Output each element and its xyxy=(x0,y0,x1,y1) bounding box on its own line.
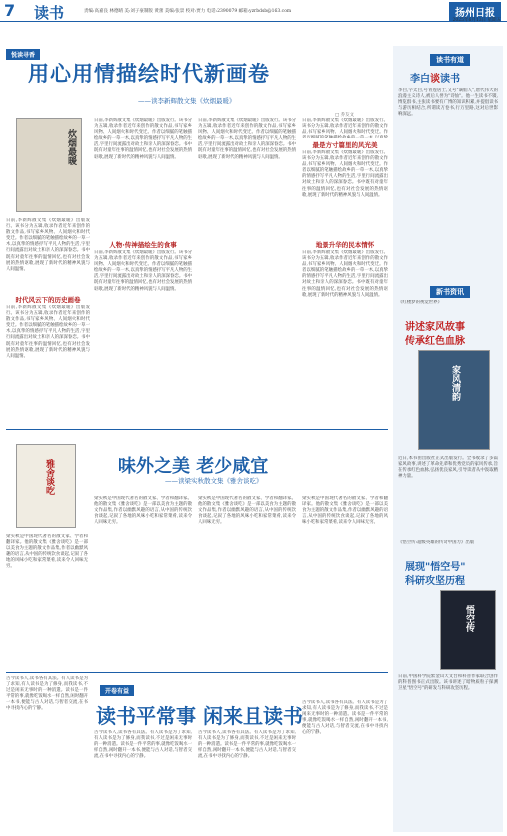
right-book-title-3: 悟空传 xyxy=(464,605,474,632)
book-cover-title: 炊烟最暖 xyxy=(66,129,76,165)
right-text-1: 李白,字太白,号青莲居士,又号"谪仙人",唐代伟大的浪漫主义诗人,被后人誉为"诗仙"。他一生读书不辍,博览群书,主张读书要有广博的知识积累,并提倡读书与游历相结合,所谓读万卷书,行万里路,这对后世影响深远。 xyxy=(398,88,498,118)
right-title-3b: 科研攻坚历程 xyxy=(405,576,465,587)
main-author: □ 乔友文 xyxy=(335,113,355,118)
right-title-3a: 展现"悟空号" xyxy=(405,562,466,573)
section-name: 读书 xyxy=(34,4,65,22)
main-col-4b: 日前,李新辉散文集《炊烟最暖》出版发行。该书分为五辑,收录作者近年来创作的散文作品,书写家乡风物、人间烟火和时代变迁。作者以细腻的笔触描绘故乡的一草一木,以真挚的情感抒写平凡人物的生活,字里行间流露出对故土和亲人的深深眷恋。书中既有对童年往事的温情回忆,也有对社会发展的热情讴歌,展现了新时代的精神风貌与人间温情。 xyxy=(302,150,388,198)
right-book-cover-2 xyxy=(418,350,490,450)
main-tag: 悦读寻香 xyxy=(6,42,40,61)
second-book-title: 雅舍谈吃 xyxy=(44,459,54,495)
main-col-4c: 日前,李新辉散文集《炊烟最暖》出版发行。该书分为五辑,收录作者近年来创作的散文作品,书写家乡风物、人间烟火和时代变迁。作者以细腻的笔触描绘故乡的一草一木,以真挚的情感抒写平凡人物的生活,字里行间流露出对故土和亲人的深深眷恋。书中既有对童年往事的温情回忆,也有对社会发展的热情讴歌,展现了新时代的精神风貌与人间温情。 xyxy=(302,250,388,298)
bottom-title: 读书平常事 闲来且读书 xyxy=(96,704,303,728)
main-col-4: 日前,李新辉散文集《炊烟最暖》出版发行。该书分为五辑,收录作者近年来创作的散文作品,书写家乡风物、人间烟火和时代变迁。作 xyxy=(302,118,388,136)
right-title-2b: 传承红色血脉 xyxy=(405,336,465,347)
bottom-col-1: 古今读书人,读书各有其法。有人读书是为了求知,有人读书是为了修身,而我读书,不过是闲来无事时的一种消遣。读书是一件平常的事,就像吃饭喝水一样自然,闲时翻开一本书,便能与古人对话,与智者交流,在书中寻找内心的宁静。 xyxy=(6,676,88,712)
main-col-2b: 日前,李新辉散文集《炊烟最暖》出版发行。该书分为五辑,收录作者近年来创作的散文作品,书写家乡风物、人间烟火和时代变迁。作者以细腻的笔触描绘故乡的一草一木,以真挚的情感抒写平凡人物的生活,字里行间流露出对故土和亲人的深深眷恋。书中既有对童年往事的温情回忆,也有对社会发展的热情讴歌,展现了新时代的精神风貌与人间温情。 xyxy=(94,250,192,292)
editor-info: 责编:高嘉良 林德晴 美:刘子豪制版 黄蕾 美编:张景 校对:贾力 电话:2390079 邮箱:yzrbdsb@163.com xyxy=(84,9,292,14)
right-tag-1: 读书有道 xyxy=(430,54,470,66)
main-col-1: 日前,李新辉散文集《炊烟最暖》出版发行。该书分为五辑,收录作者近年来创作的散文作品,书写家乡风物、人间烟火和时代变迁。作者以细腻的笔触描绘故乡的一草一木,以真挚的情感抒写平凡人物的生活,字里行间流露出对故土和亲人的深深眷恋。书中既有对童年往事的温情回忆,也有对社会发展的热情讴歌,展现了新时代的精神风貌与人间温情。 xyxy=(6,218,90,272)
second-book-cover xyxy=(16,444,76,528)
bottom-tag: 开卷有益 xyxy=(100,678,134,697)
right-title-2a: 讲述家风故事 xyxy=(405,322,465,333)
main-section-3: 最是方寸篇里的风光美 xyxy=(312,141,378,149)
divider-1 xyxy=(6,429,388,430)
page-number: 7 xyxy=(4,1,16,20)
right-book-cover-3 xyxy=(440,590,496,670)
second-title: 味外之美 老少咸宜 xyxy=(118,456,269,477)
right-book-title-2: 家风清韵 xyxy=(450,365,460,401)
right-title-1: 李白谈读书 xyxy=(410,74,460,85)
divider-2 xyxy=(6,672,388,673)
bottom-col-4: 古今读书人,读书各有其法。有人读书是为了求知,有人读书是为了修身,而我读书,不过是闲来无事时的一种消遣。读书是一件平常的事,就像吃饭喝水一样自然,闲时翻开一本书,便能与古人对话,与智者交流,在书中寻找内心的宁静。 xyxy=(302,700,388,736)
main-title: 用心用情描绘时代新画卷 xyxy=(28,61,270,86)
right-text-3: 日前,中国科学院紫金山天文台和科普作家联合创作的科普图书正式出版。该书讲述了暗物质粒子探测卫星"悟空号"的研发与科研攻坚历程。 xyxy=(398,674,498,692)
page-header xyxy=(0,0,507,22)
second-col-1: 梁实秋是中国现代著名的散文家、学者和翻译家。他的散文集《雅舍谈吃》是一部以美食为主题的散文作品集,作者以幽默风趣的语言,从中国的传统饮食谈起,记叙了各地的风味小吃和家常菜肴,读来令人回味无穷。 xyxy=(6,534,88,570)
right-text-2: 近日,本书由出版社正式出版发行。全书收录了多篇家风故事,讲述了革命先辈和优秀党员的家风传承,旨在传承红色血脉,弘扬优良家风,引导读者从中汲取精神力量。 xyxy=(398,456,498,480)
issue-date: 2025年6月13日 星期五 xyxy=(452,18,501,23)
bottom-col-2: 古今读书人,读书各有其法。有人读书是为了求知,有人读书是为了修身,而我读书,不过是闲来无事时的一种消遣。读书是一件平常的事,就像吃饭喝水一样自然,闲时翻开一本书,便能与古人对话,与智者交流,在书中寻找内心的宁静。 xyxy=(94,730,192,760)
main-section-4: 地景升华的民本情怀 xyxy=(315,241,375,249)
bottom-col-3: 古今读书人,读书各有其法。有人读书是为了求知,有人读书是为了修身,而我读书,不过是闲来无事时的一种消遣。读书是一件平常的事,就像吃饭喝水一样自然,闲时翻开一本书,便能与古人对话,与智者交流,在书中寻找内心的宁静。 xyxy=(198,730,296,760)
second-col-2: 梁实秋是中国现代著名的散文家、学者和翻译家。他的散文集《雅舍谈吃》是一部以美食为主题的散文作品集,作者以幽默风趣的语言,从中国的传统饮食谈起,记叙了各地的风味小吃和家常菜肴,读来令人回味无穷。 xyxy=(94,496,192,526)
second-col-4: 梁实秋是中国现代著名的散文家、学者和翻译家。他的散文集《雅舍谈吃》是一部以美食为主题的散文作品集,作者以幽默风趣的语言,从中国的传统饮食谈起,记叙了各地的风味小吃和家常菜肴,读来令人回味无穷。 xyxy=(302,496,388,526)
main-section-2: 人物·传神描绘生的食事 xyxy=(109,241,177,249)
main-col-1b: 日前,李新辉散文集《炊烟最暖》出版发行。该书分为五辑,收录作者近年来创作的散文作品,书写家乡风物、人间烟火和时代变迁。作者以细腻的笔触描绘故乡的一草一木,以真挚的情感抒写平凡人物的生活,字里行间流露出对故土和亲人的深深眷恋。书中既有对童年往事的温情回忆,也有对社会发展的热情讴歌,展现了新时代的精神风貌与人间温情。 xyxy=(6,305,90,359)
main-col-2: 日前,李新辉散文集《炊烟最暖》出版发行。该书分为五辑,收录作者近年来创作的散文作品,书写家乡风物、人间烟火和时代变迁。作者以细腻的笔触描绘故乡的一草一木,以真挚的情感抒写平凡人物的生活,字里行间流露出对故土和亲人的深深眷恋。书中既有对童年往事的温情回忆,也有对社会发展的热情讴歌,展现了新时代的精神风貌与人间温情。 xyxy=(94,118,192,160)
right-intro-3: 《悟空传:超级英雄的传奇中国力》出版 xyxy=(398,540,475,545)
second-subtitle: ——读梁实秋散文集《雅舍谈吃》 xyxy=(165,477,263,485)
paper-logo: 扬州日报 xyxy=(449,2,501,21)
right-intro-2: 《红楼梦的视觉世界》 xyxy=(398,300,442,305)
book-cover-image xyxy=(16,118,82,212)
main-section-1: 时代风云下的历史画卷 xyxy=(15,296,81,304)
main-col-3: 日前,李新辉散文集《炊烟最暖》出版发行。该书分为五辑,收录作者近年来创作的散文作品,书写家乡风物、人间烟火和时代变迁。作者以细腻的笔触描绘故乡的一草一木,以真挚的情感抒写平凡人物的生活,字里行间流露出对故土和亲人的深深眷恋。书中既有对童年往事的温情回忆,也有对社会发展的热情讴歌,展现了新时代的精神风貌与人间温情。 xyxy=(198,118,296,160)
right-tag-2: 新书资讯 xyxy=(430,286,470,298)
second-col-3: 梁实秋是中国现代著名的散文家、学者和翻译家。他的散文集《雅舍谈吃》是一部以美食为主题的散文作品集,作者以幽默风趣的语言,从中国的传统饮食谈起,记叙了各地的风味小吃和家常菜肴,读来令人回味无穷。 xyxy=(198,496,296,526)
main-subtitle: ——读李新辉散文集《炊烟最暖》 xyxy=(138,97,236,105)
